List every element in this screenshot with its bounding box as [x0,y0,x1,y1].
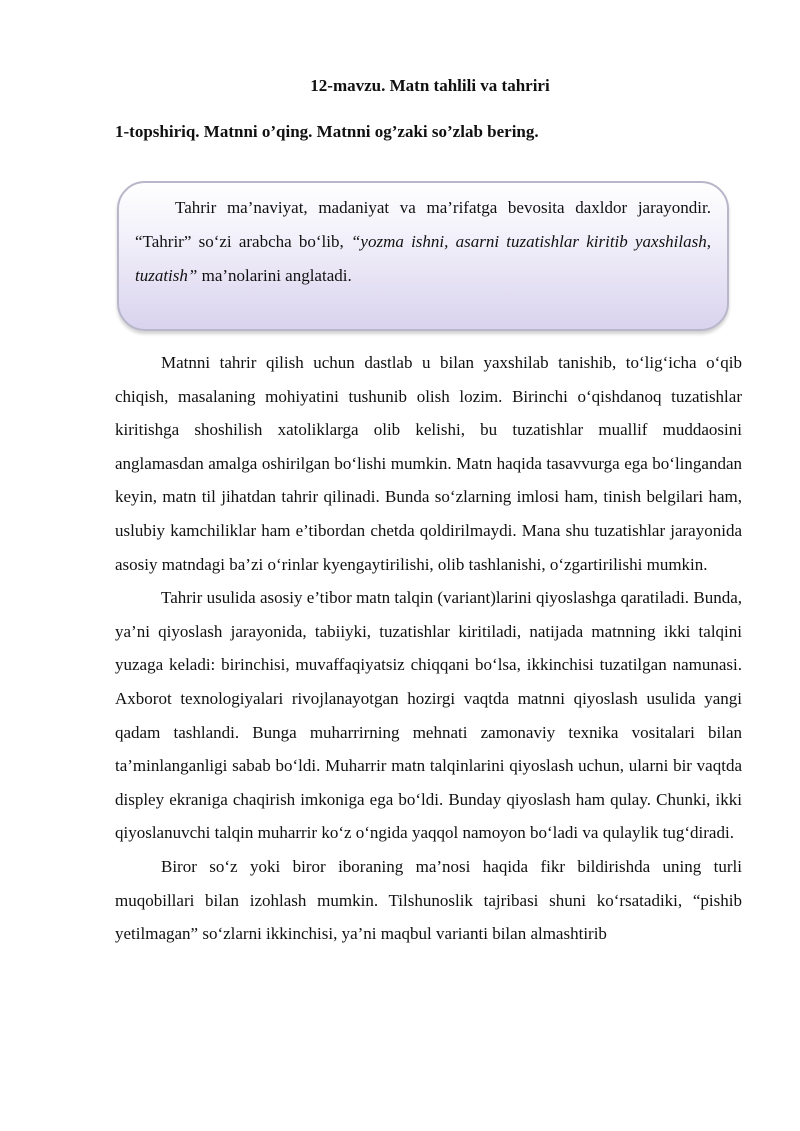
paragraph-2: Tahrir usulida asosiy e’tibor matn talqin (variant)larini qiyoslashga qaratiladi. Bunda, ya’ni qiyoslash jarayonida, tabiiyki, tuzatishlar kiritiladi, natijada matnning ikki talqini yuzaga keladi: birinchisi, muvaffaqiyatsiz chiqqani bo‘lsa, ikkinchisi tuzatilgan namunasi. Axborot texnologiyalari rivojlanayotgan hozirgi vaqtda matnni qiyoslash usulida yangi qadam tashlandi. Bunga muharrirning mehnati zamonaviy texnika vositalari bilan ta’minlanganligi sabab bo‘ldi. Muharrir matn talqinlarini qiyoslash uchun, ularni bir vaqtda displey ekraniga chaqirish imkoniga ega bo‘ldi. Bunday qiyoslash ham qulay. Chunki, ikki qiyoslanuvchi talqin muharrir ko‘z o‘ngida yaqqol namoyon bo‘ladi va qulaylik tug‘diradi. [115,588,742,843]
paragraph-3: Biror so‘z yoki biror iboraning ma’nosi haqida fikr bildirishda uning turli muqobillari bilan izohlash mumkin. Tilshunoslik tajribasi shuni ko‘rsatadiki, “pishib yetilmagan” so‘zlarni ikkinchisi, ya’ni maqbul varianti bilan almashtirib [115,856,742,944]
paragraph-1: Matnni tahrir qilish uchun dastlab u bilan yaxshilab tanishib, to‘lig‘icha o‘qib chiqish, masalaning mohiyatini tushunib olish lozim. Birinchi o‘qishdanoq tuzatishlar kiritishga shoshilish xatoliklarga olib kelishi, bu tuzatishlar muallif muddaosini anglamasdan amalga oshirilgan bo‘lishi mumkin. Matn haqida tasavvurga ega bo‘lingandan keyin, matn til jihatdan tahrir qilinadi. Bunda so‘zlarning imlosi ham, tinish belgilari ham, uslubiy kamchiliklar ham e’tibordan chetda qoldirilmaydi. Mana shu tuzatishlar jarayonida asosiy matndagi ba’zi o‘rinlar kyengaytirilishi, olib tashlanishi, o‘zgartirilishi mumkin. [115,353,742,574]
callout-text [135,191,711,293]
callout-text-end: ma’nolarini anglatadi. [197,266,352,285]
body-text [115,346,742,951]
task-heading: 1-topshiriq. Matnni o’qing. Matnni og’zaki so’zlab bering. [115,122,539,141]
page-title: 12-mavzu. Matn tahlili va tahriri [310,76,550,95]
callout-text-regular: Tahrir ma’naviyat, madaniyat va ma’rifatga bevosita daxldor jarayondir. “Tahrir” so‘zi arabcha bo‘lib, [135,198,711,251]
callout-text-italic: “yozma ishni, asarni tuzatishlar kiritib yaxshilash, tuzatish” [135,232,711,285]
definition-callout-box [117,181,729,331]
